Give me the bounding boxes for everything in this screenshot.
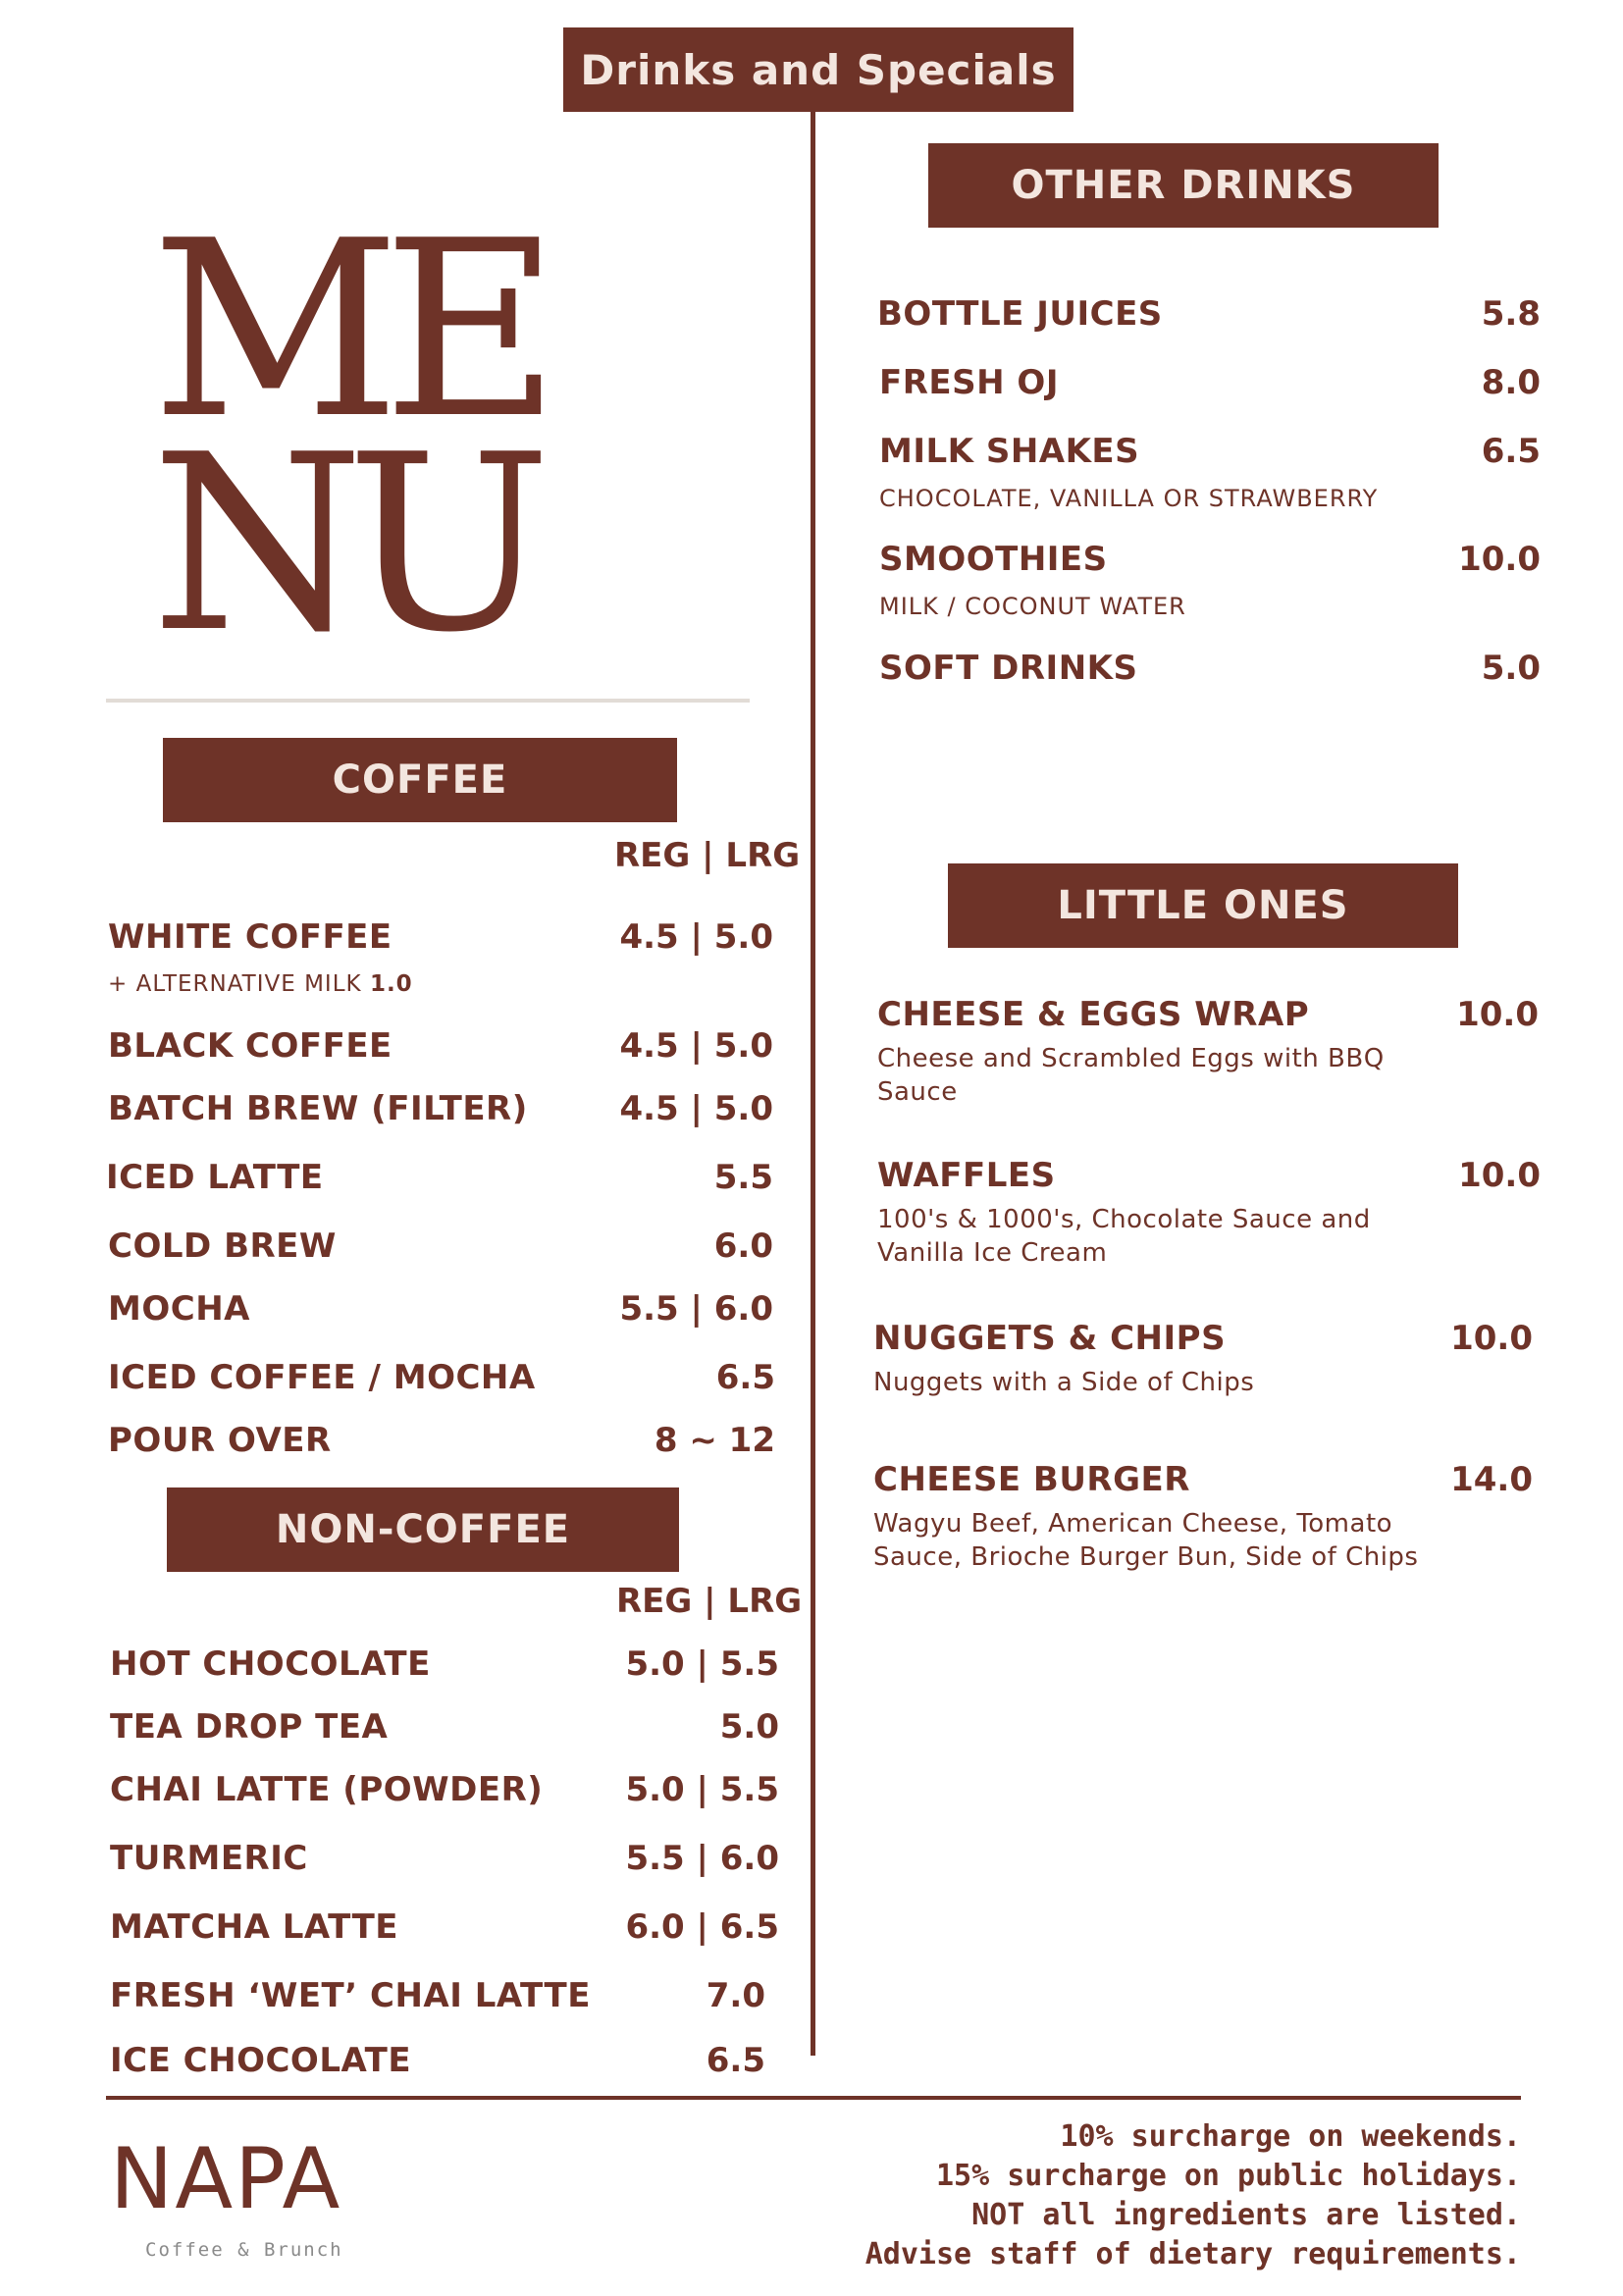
menu-item bbox=[110, 1976, 765, 2015]
item-description-line: Nuggets with a Side of Chips bbox=[873, 1368, 1255, 1397]
non-coffee-heading bbox=[167, 1487, 679, 1572]
coffee-heading bbox=[163, 738, 677, 822]
drinks-specials-label: Drinks and Specials bbox=[580, 45, 1057, 94]
item-name: ICED COFFEE / MOCHA bbox=[108, 1358, 536, 1397]
item-name: SOFT DRINKS bbox=[879, 649, 1138, 688]
menu-item bbox=[108, 1089, 773, 1128]
item-name: CHEESE & EGGS WRAP bbox=[877, 995, 1310, 1034]
other-drinks-heading-label: OTHER DRINKS bbox=[1011, 163, 1356, 208]
item-price: 10.0 bbox=[1450, 1319, 1533, 1358]
item-description-line: Sauce bbox=[877, 1077, 958, 1107]
notice-line: NOT all ingredients are listed. bbox=[971, 2198, 1521, 2232]
menu-item bbox=[879, 363, 1541, 402]
menu-item bbox=[879, 649, 1541, 688]
item-name: SMOOTHIES bbox=[879, 540, 1108, 579]
menu-item bbox=[110, 1839, 779, 1878]
item-description-line: Vanilla Ice Cream bbox=[877, 1238, 1108, 1268]
item-name: MILK SHAKES bbox=[879, 432, 1140, 471]
menu-item bbox=[108, 1358, 775, 1397]
little-ones-heading-label: LITTLE ONES bbox=[1057, 883, 1349, 928]
item-price: 10.0 bbox=[1458, 540, 1541, 579]
notice-line: 10% surcharge on weekends. bbox=[1060, 2119, 1521, 2154]
notice-line: Advise staff of dietary requirements. bbox=[864, 2237, 1521, 2271]
item-price: 4.5 | 5.0 bbox=[619, 917, 773, 957]
item-price: 4.5 | 5.0 bbox=[619, 1089, 773, 1128]
menu-title-line2: NU bbox=[151, 403, 535, 686]
item-name: BATCH BREW (FILTER) bbox=[108, 1089, 528, 1128]
item-description-line: Cheese and Scrambled Eggs with BBQ bbox=[877, 1044, 1385, 1073]
item-name: WAFFLES bbox=[877, 1156, 1056, 1195]
item-price: 8.0 bbox=[1481, 363, 1541, 402]
item-description bbox=[877, 1042, 1385, 1109]
item-name: TURMERIC bbox=[110, 1839, 308, 1878]
item-price: 4.5 | 5.0 bbox=[619, 1026, 773, 1066]
menu-item bbox=[110, 1644, 779, 1684]
item-price: 6.0 | 6.5 bbox=[625, 1907, 779, 1947]
item-price: 7.0 bbox=[706, 1976, 765, 2015]
menu-item bbox=[110, 1907, 779, 1947]
item-name: CHAI LATTE (POWDER) bbox=[110, 1770, 544, 1809]
menu-item bbox=[873, 1319, 1533, 1358]
non-coffee-column-header: REG | LRG bbox=[616, 1582, 803, 1621]
item-description-line: 100's & 1000's, Chocolate Sauce and bbox=[877, 1205, 1371, 1234]
menu-item bbox=[108, 1289, 773, 1329]
item-name: POUR OVER bbox=[108, 1421, 332, 1460]
menu-item bbox=[877, 995, 1539, 1034]
menu-item bbox=[110, 1707, 779, 1747]
item-description-line: Sauce, Brioche Burger Bun, Side of Chips bbox=[873, 1542, 1419, 1572]
item-price: 5.5 bbox=[713, 1158, 773, 1197]
item-price: 6.5 bbox=[706, 2041, 765, 2080]
item-price: 5.5 | 6.0 bbox=[619, 1289, 773, 1329]
item-price: 5.0 | 5.5 bbox=[625, 1770, 779, 1809]
item-price: 5.8 bbox=[1481, 294, 1541, 334]
item-price: 14.0 bbox=[1450, 1460, 1533, 1499]
item-price: 5.5 | 6.0 bbox=[625, 1839, 779, 1878]
item-price: 6.5 bbox=[1481, 432, 1541, 471]
item-name: CHEESE BURGER bbox=[873, 1460, 1190, 1499]
item-name: BOTTLE JUICES bbox=[877, 294, 1163, 334]
alt-milk-price: 1.0 bbox=[369, 971, 413, 997]
item-note: MILK / COCONUT WATER bbox=[879, 593, 1186, 620]
item-note bbox=[108, 971, 413, 997]
menu-item bbox=[877, 294, 1541, 334]
item-price: 8 ~ 12 bbox=[654, 1421, 775, 1460]
item-price: 5.0 | 5.5 bbox=[625, 1644, 779, 1684]
item-price: 6.5 bbox=[715, 1358, 775, 1397]
item-name: MOCHA bbox=[108, 1289, 250, 1329]
menu-item bbox=[108, 1026, 773, 1066]
little-ones-heading bbox=[948, 863, 1458, 948]
item-name: MATCHA LATTE bbox=[110, 1907, 398, 1947]
menu-item bbox=[110, 2041, 765, 2080]
item-description bbox=[873, 1507, 1418, 1574]
item-name: BLACK COFFEE bbox=[108, 1026, 393, 1066]
other-drinks-heading bbox=[928, 143, 1439, 228]
item-price: 5.0 bbox=[719, 1707, 779, 1747]
item-name: TEA DROP TEA bbox=[110, 1707, 389, 1747]
item-name: FRESH OJ bbox=[879, 363, 1059, 402]
alt-milk-label: + ALTERNATIVE MILK bbox=[108, 971, 362, 997]
item-description bbox=[873, 1366, 1254, 1399]
menu-item bbox=[879, 540, 1541, 579]
item-name: WHITE COFFEE bbox=[108, 917, 393, 957]
surcharge-notice bbox=[865, 2117, 1521, 2274]
menu-item bbox=[108, 1421, 775, 1460]
drinks-specials-banner bbox=[563, 27, 1073, 112]
menu-item bbox=[108, 1226, 773, 1266]
coffee-heading-label: COFFEE bbox=[332, 757, 508, 803]
item-note: CHOCOLATE, VANILLA OR STRAWBERRY bbox=[879, 485, 1379, 512]
menu-item bbox=[873, 1460, 1533, 1499]
item-description-line: Wagyu Beef, American Cheese, Tomato bbox=[873, 1509, 1393, 1539]
menu-title-line1: ME bbox=[151, 189, 543, 472]
menu-item bbox=[106, 1158, 773, 1197]
menu-title bbox=[151, 189, 583, 686]
napa-logo bbox=[110, 2130, 404, 2261]
logo-tagline: Coffee & Brunch bbox=[145, 2239, 343, 2261]
item-description bbox=[877, 1203, 1371, 1270]
menu-item bbox=[110, 1770, 779, 1809]
menu-item bbox=[877, 1156, 1541, 1195]
item-price: 5.0 bbox=[1481, 649, 1541, 688]
menu-item bbox=[879, 432, 1541, 471]
menu-item bbox=[108, 917, 773, 957]
item-name: NUGGETS & CHIPS bbox=[873, 1319, 1227, 1358]
item-price: 6.0 bbox=[713, 1226, 773, 1266]
item-name: COLD BREW bbox=[108, 1226, 337, 1266]
notice-line: 15% surcharge on public holidays. bbox=[935, 2159, 1521, 2193]
item-name: ICE CHOCOLATE bbox=[110, 2041, 412, 2080]
item-name: HOT CHOCOLATE bbox=[110, 1644, 431, 1684]
coffee-column-header: REG | LRG bbox=[614, 836, 801, 875]
non-coffee-heading-label: NON-COFFEE bbox=[275, 1507, 571, 1552]
center-divider bbox=[811, 108, 815, 2056]
title-divider bbox=[106, 699, 750, 703]
item-price: 10.0 bbox=[1456, 995, 1539, 1034]
logo-wordmark: NAPA bbox=[110, 2130, 342, 2228]
item-price: 10.0 bbox=[1458, 1156, 1541, 1195]
item-name: ICED LATTE bbox=[106, 1158, 324, 1197]
footer-divider bbox=[106, 2096, 1521, 2100]
item-name: FRESH ‘WET’ CHAI LATTE bbox=[110, 1976, 591, 2015]
